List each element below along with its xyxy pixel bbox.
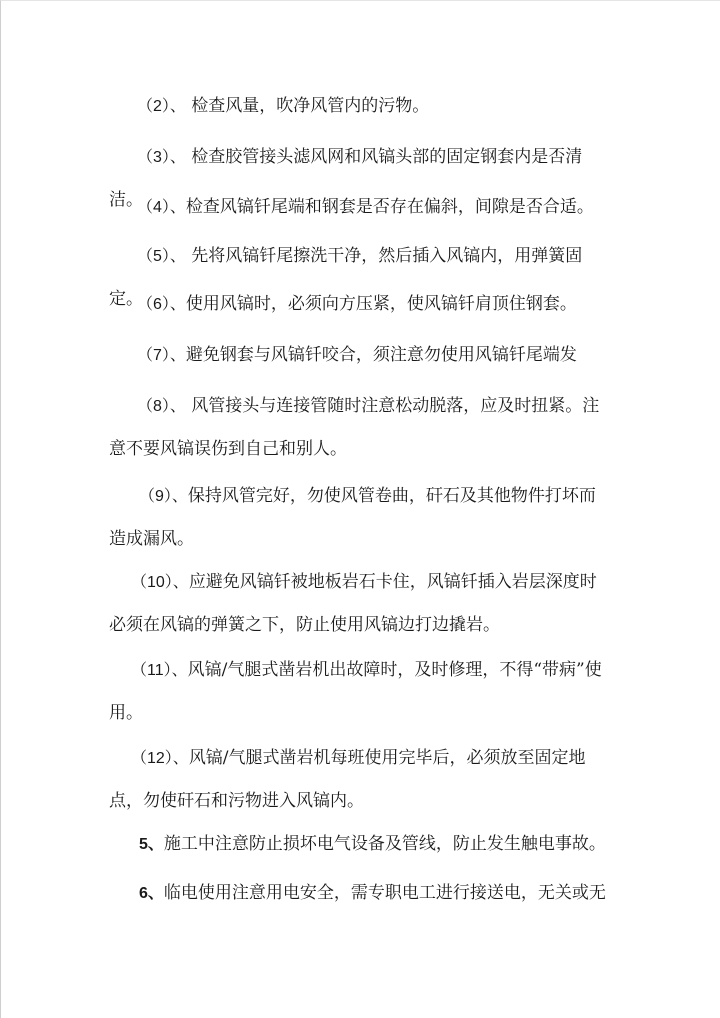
item-number: （5）、 <box>137 248 186 265</box>
item-number: 6、 <box>139 885 164 902</box>
list-item <box>109 334 609 377</box>
list-item <box>109 649 609 734</box>
list-item <box>109 475 609 560</box>
item-text: 临电使用注意用电安全，需专职电工进行接送电，无关或无 <box>163 883 606 903</box>
item-text: 保持风管完好，勿使风管卷曲，矸石及其他物件打坏而造成漏风。 <box>109 486 596 549</box>
item-text: 检查胶管接头滤风网和风镐头部的固定钢套内是否清洁。 <box>109 147 583 210</box>
item-number: （12）、 <box>131 750 189 767</box>
item-text: 风镐/气腿式凿岩机每班使用完毕后，必须放至固定地点，勿使矸石和污物进入风镐内。 <box>109 748 586 811</box>
item-text: 先将风镐钎尾擦洗干净，然后插入风镐内，用弹簧固定。 <box>109 246 583 309</box>
list-item <box>109 186 609 229</box>
item-number: （9）、 <box>139 488 188 505</box>
item-text: 检查风量，吹净风管内的污物。 <box>185 96 430 116</box>
item-number: （4）、 <box>137 199 186 216</box>
item-text: 风管接头与连接管随时注意松动脱落，应及时扭紧。注意不要风镐误伤到自己和别人。 <box>109 396 600 459</box>
list-item <box>109 872 609 915</box>
item-number: 5、 <box>139 836 164 853</box>
item-text: 应避免风镐钎被地板岩石卡住，风镐钎插入岩层深度时必须在风镐的弹簧之下，防止使用风镐边打边撬岩。 <box>109 572 597 635</box>
item-text: 风镐/气腿式凿岩机出故障时，及时修理，不得“带病”使用。 <box>109 660 602 723</box>
item-text: 检查风镐钎尾端和钢套是否存在偏斜，间隙是否合适。 <box>185 197 594 217</box>
item-text: 使用风镐时，必须向方压紧，使风镐钎肩顶住钢套。 <box>185 294 577 314</box>
item-number: （10）、 <box>131 574 189 591</box>
list-item <box>109 561 609 646</box>
list-item <box>109 283 609 326</box>
list-item <box>109 85 609 128</box>
list-item <box>109 737 609 822</box>
item-number: （6）、 <box>137 296 186 313</box>
item-number: （11）、 <box>131 662 188 679</box>
item-number: （8）、 <box>137 398 186 415</box>
item-number: （2）、 <box>137 98 186 115</box>
item-text: 施工中注意防止损坏电气设备及管线，防止发生触电事故。 <box>163 834 606 854</box>
item-number: （3）、 <box>137 149 186 166</box>
item-number: （7）、 <box>137 347 186 364</box>
item-text: 避免钢套与风镐钎咬合，须注意勿使用风镐钎尾端发 <box>185 345 577 365</box>
list-item <box>109 823 609 866</box>
list-item <box>109 385 609 470</box>
